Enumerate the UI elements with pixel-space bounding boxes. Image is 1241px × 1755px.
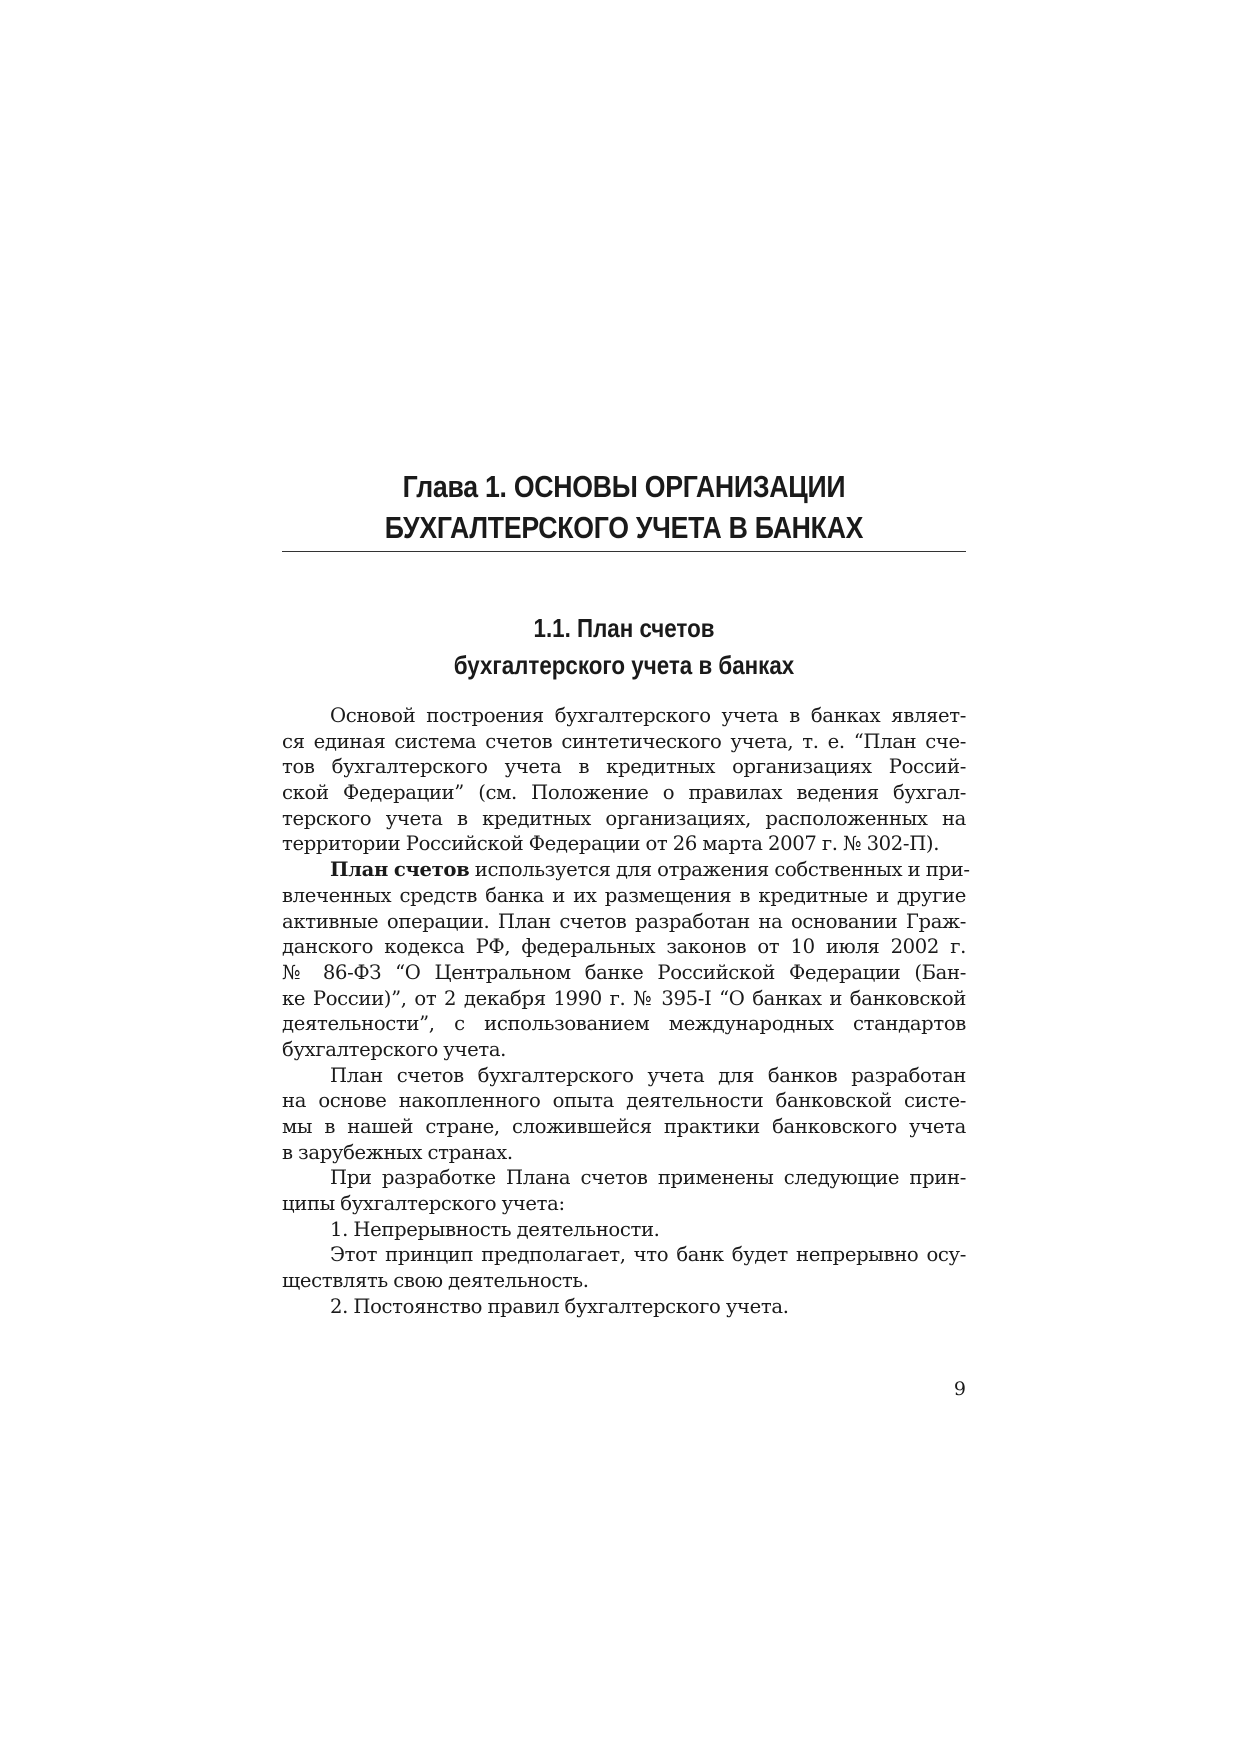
paragraph-3-line: мы в нашей стране, сложившейся практики банковского учета [282, 1115, 966, 1138]
chapter-divider [282, 551, 966, 552]
paragraph-2-line: данского кодекса РФ, федеральных законов от 10 июля 2002 г. [282, 935, 966, 959]
paragraph-1-line: терского учета в кредитных организациях, расположенных на [282, 806, 966, 830]
chapter-title-line-2: БУХГАЛТЕРСКОГО УЧЕТА В БАНКАХ [384, 510, 864, 545]
paragraph-1-line: Основой построения бухгалтерского учета в банках являет- [330, 704, 966, 727]
paragraph-6-line: Этот принцип предполагает, что банк будет непрерывно осу- [330, 1243, 966, 1267]
paragraph-1-line: территории Российской Федерации от 26 марта 2007 г. № 302-П). [282, 832, 940, 856]
paragraph-3-line: План счетов бухгалтерского учета для банков разработан [330, 1063, 966, 1087]
paragraph-2-first-line [282, 857, 970, 883]
paragraph-2-line: бухгалтерского учета. [282, 1037, 507, 1061]
body-text [282, 703, 970, 1320]
chapter-title-line-1: Глава 1. ОСНОВЫ ОРГАНИЗАЦИИ [402, 469, 846, 504]
term-plan-schetov: План счетов [330, 858, 470, 882]
paragraph-4-line: При разработке Плана счетов применены следующие прин- [330, 1166, 966, 1190]
paragraph-2-line: влеченных средств банка и их размещения в кредитные и другие [282, 883, 966, 907]
page-number: 9 [953, 1378, 966, 1400]
paragraph-2-line: активные операции. План счетов разработан на основании Граж- [282, 909, 966, 933]
paragraph-2-line: ке России)”, от 2 декабря 1990 г. № 395-I “О банках и банковской [282, 986, 966, 1010]
chapter-title [330, 466, 918, 548]
paragraph-3-line: в зарубежных странах. [282, 1140, 513, 1164]
paragraph-3-line: на основе накопленного опыта деятельности банковской систе- [282, 1089, 966, 1113]
paragraph-1-line: ся единая система счетов синтетического учета, т. е. “План сче- [282, 729, 966, 753]
paragraph-1-line: ской Федерации” (см. Положение о правилах ведения бухгал- [282, 781, 966, 805]
paragraph-2-first-line-rest: используется для отражения собственных и при- [469, 858, 970, 882]
paragraph-4-line: ципы бухгалтерского учета: [282, 1192, 565, 1216]
section-title [330, 610, 918, 684]
paragraph-6-line: ществлять свою деятельность. [282, 1269, 589, 1293]
section-title-line-2: бухгалтерского учета в банках [453, 650, 795, 680]
principle-2: 2. Постоянство правил бухгалтерского учета. [330, 1294, 789, 1318]
principle-1: 1. Непрерывность деятельности. [330, 1217, 660, 1241]
paragraph-2-line: № 86-ФЗ “О Центральном банке Российской Федерации (Бан- [282, 960, 966, 984]
paragraph-2-line: деятельности”, с использованием международных стандартов [282, 1012, 966, 1036]
paragraph-1-line: тов бухгалтерского учета в кредитных организациях Россий- [282, 755, 966, 779]
section-title-line-1: 1.1. План счетов [533, 613, 715, 643]
